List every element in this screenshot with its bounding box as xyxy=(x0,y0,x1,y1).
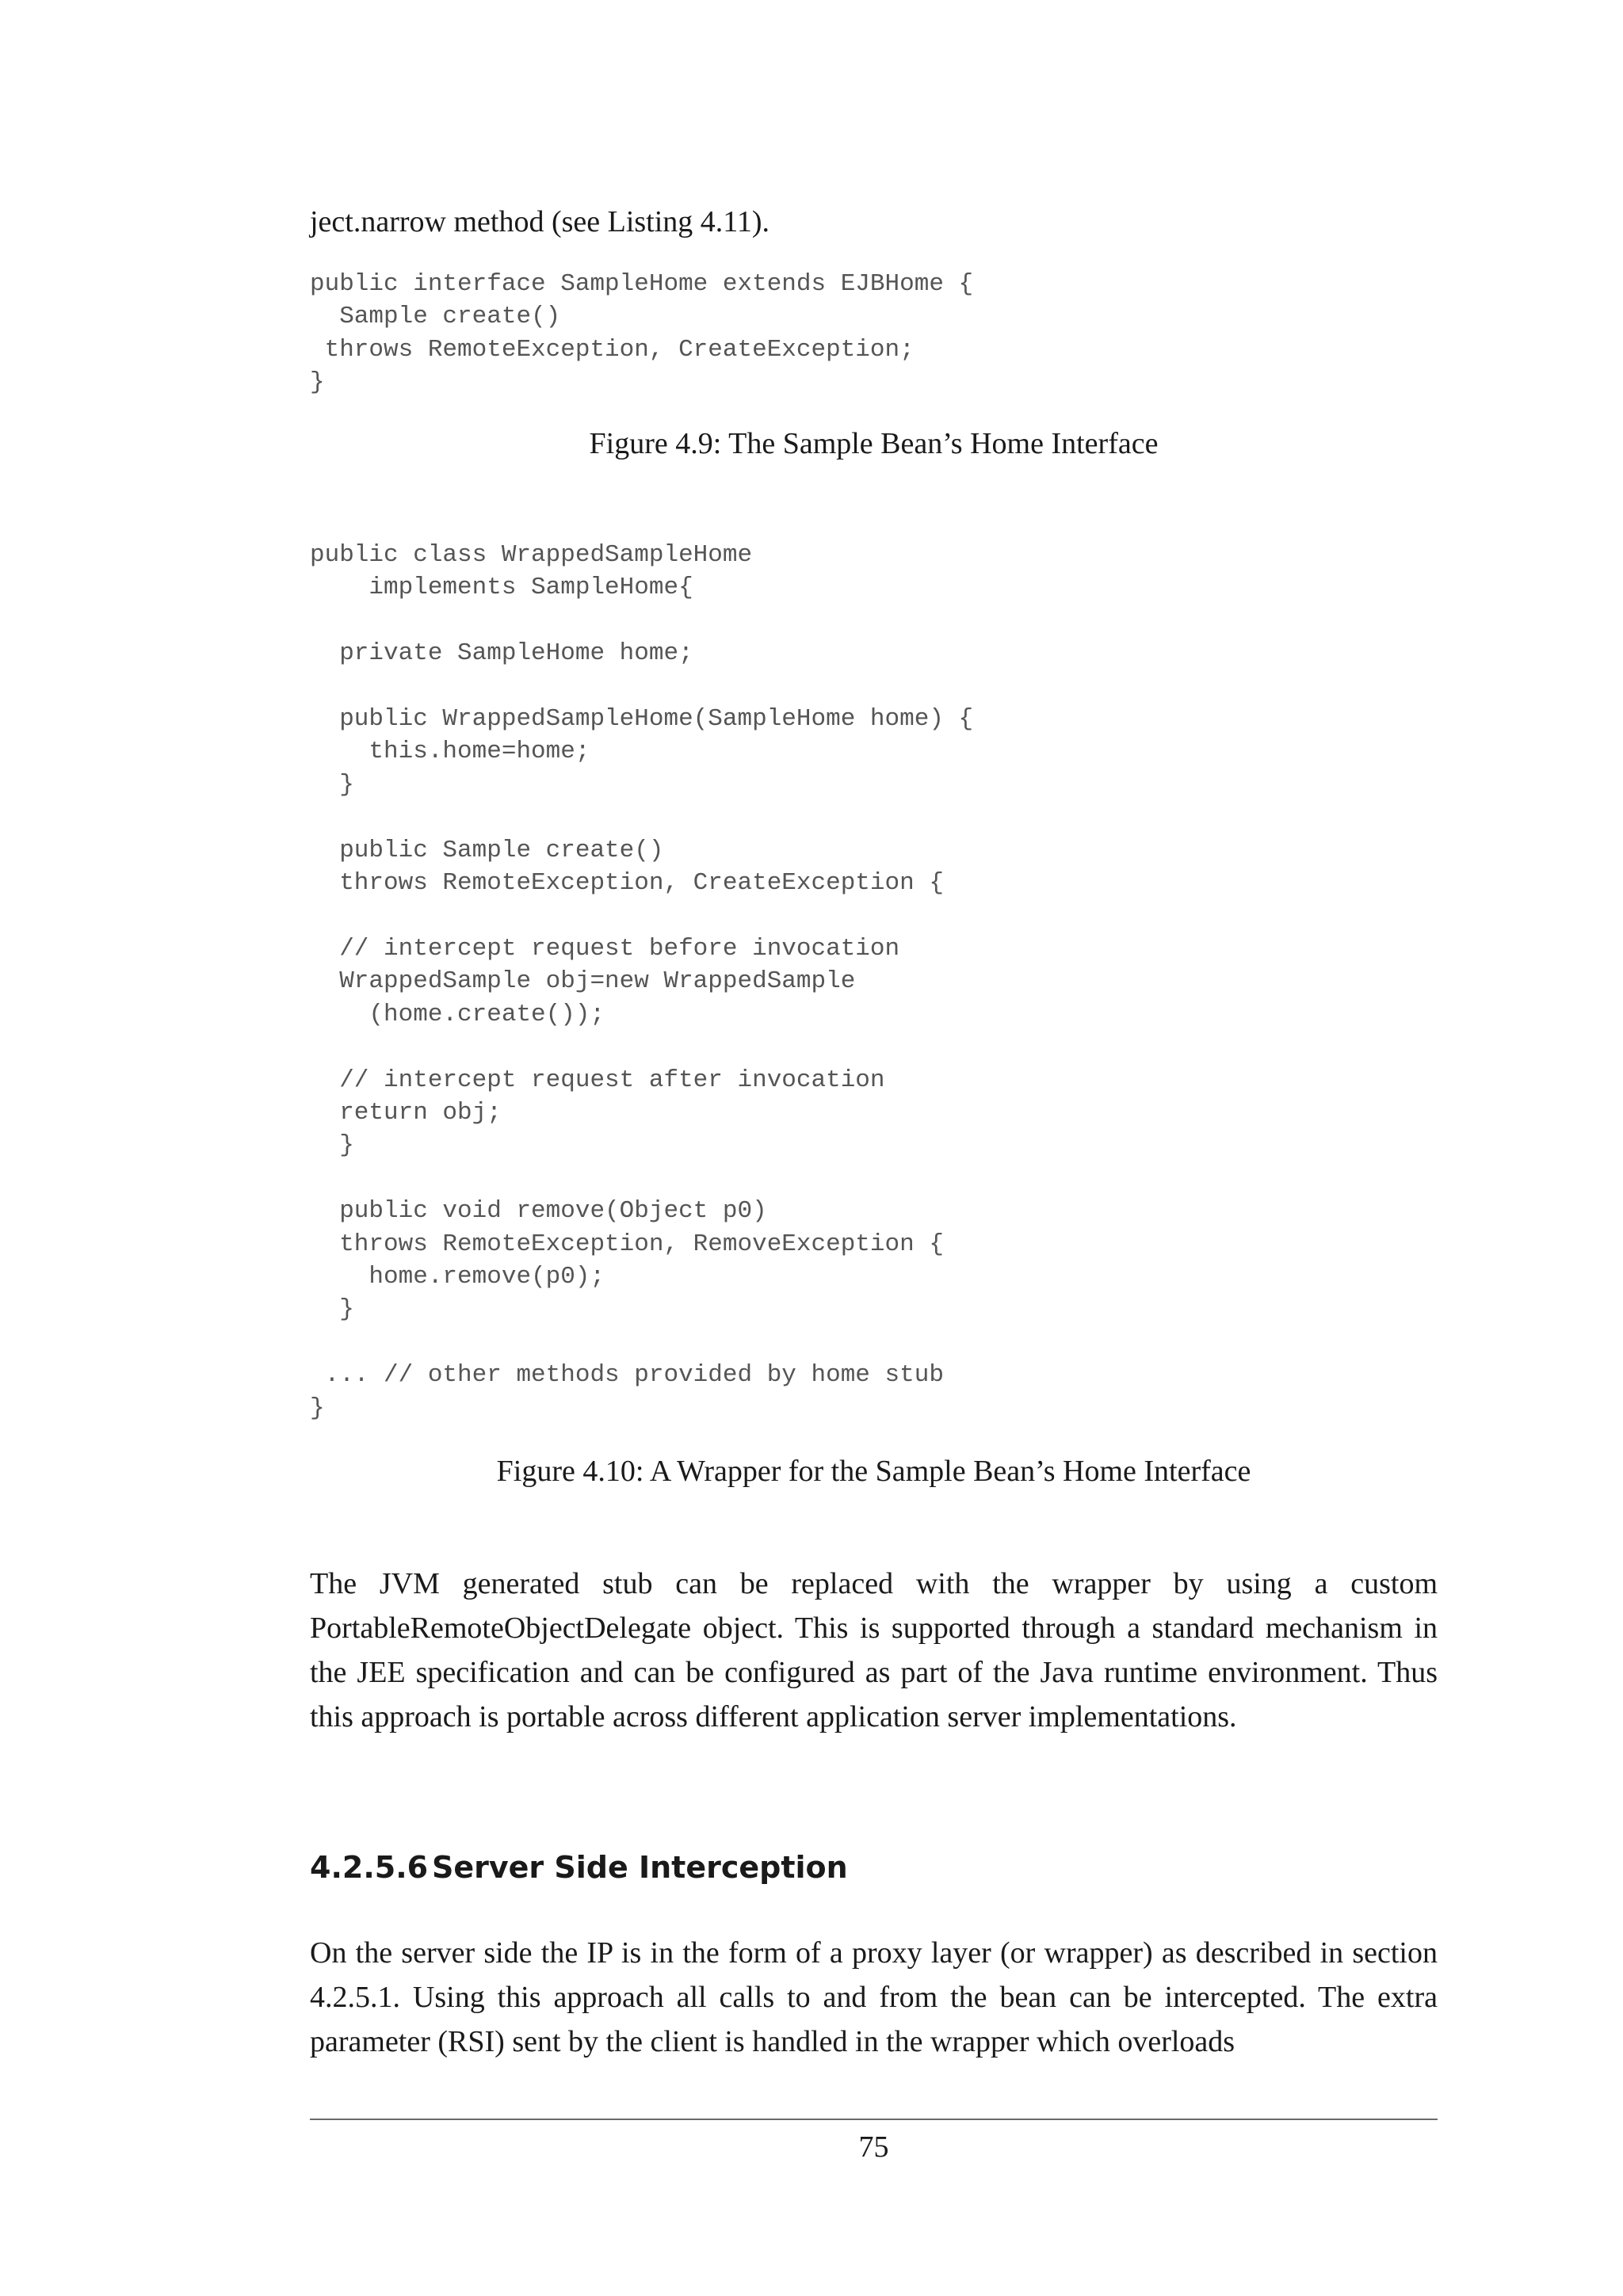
footer-rule xyxy=(310,2119,1438,2120)
document-page xyxy=(310,0,1438,2296)
body-paragraph-stub-replacement: The JVM generated stub can be replaced with the wrapper by using a custom PortableRemoteObjectDelegate object. This is supported through a standard mechanism in the JEE specification and can be configured as part of the Java runtime environment. Thus this approach is portable across different application server implementations. xyxy=(310,1567,1438,1733)
section-title: Server Side Interception xyxy=(432,1850,848,1885)
lead-text: ject.narrow method (see Listing 4.11). xyxy=(310,205,770,238)
section-number: 4.2.5.6 xyxy=(310,1850,429,1885)
figure-caption-4-10: Figure 4.10: A Wrapper for the Sample Bean’s Home Interface xyxy=(496,1455,1251,1488)
figure-caption-4-9: Figure 4.9: The Sample Bean’s Home Interface xyxy=(589,427,1159,460)
page-number: 75 xyxy=(858,2130,889,2164)
body-paragraph-server-side: On the server side the IP is in the form of a proxy layer (or wrapper) as described in section 4.2.5.1. Using this approach all calls to and from the bean can be intercepted. The extra parameter (RSI) sent by the client is handled in the wrapper which overloads xyxy=(310,1936,1438,2058)
code-listing-sample-home: public interface SampleHome extends EJBHome { Sample create() throws RemoteException, CreateException; } xyxy=(310,270,974,397)
section-heading xyxy=(310,1848,848,1887)
code-listing-wrapped-sample-home: public class WrappedSampleHome implements SampleHome{ private SampleHome home; public WrappedSampleHome(SampleHome home) { this.home=home; } public Sample create() throws RemoteException, CreateException { // intercept request before invocation WrappedSample obj=new WrappedSample (home.create()); // intercept request after invocation return obj; } public void remove(Object p0) throws RemoteException, RemoveException { home.remove(p0); } ... // other methods provided by home stub } xyxy=(310,541,974,1422)
